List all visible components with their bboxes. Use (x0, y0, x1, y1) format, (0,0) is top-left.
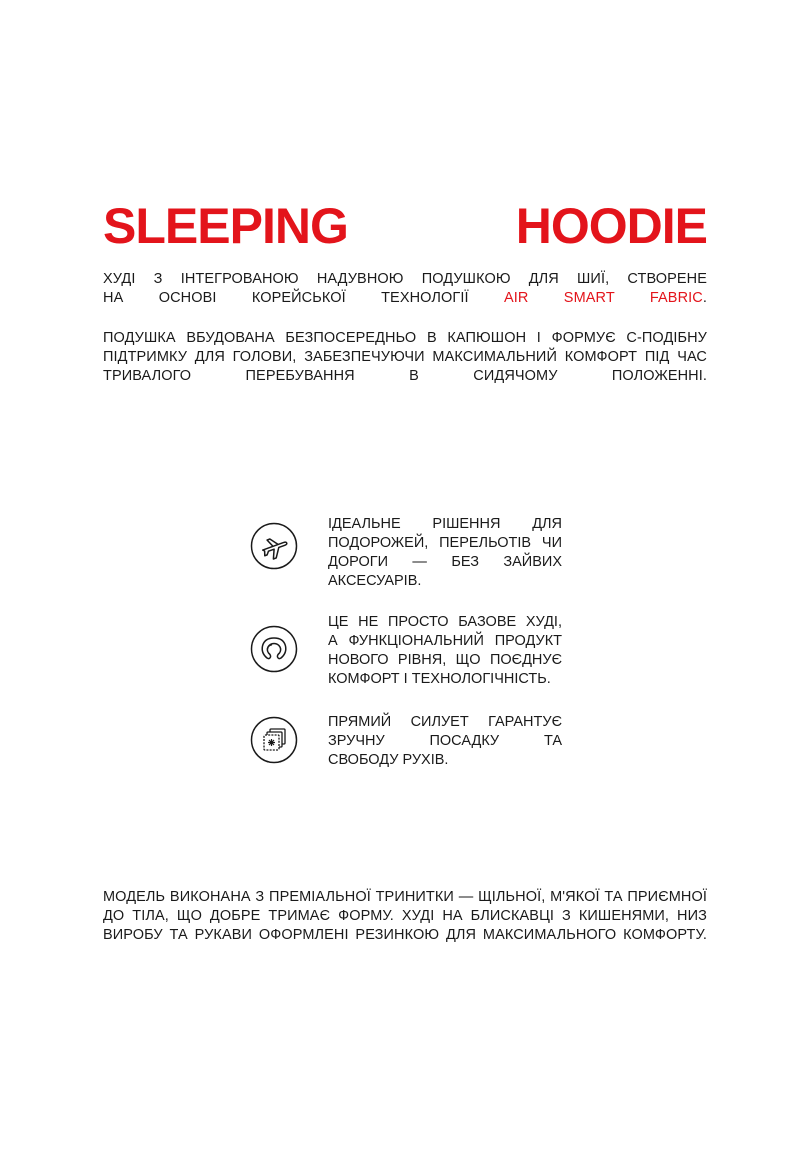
feature-line: СВОБОДУ РУХІВ. (328, 752, 449, 768)
intro-line-2-prefix: НА ОСНОВІ КОРЕЙСЬКОЇ ТЕХНОЛОГІЇ (103, 290, 469, 306)
description-paragraph (103, 329, 707, 386)
feature-line: АКСЕСУАРІВ. (328, 573, 422, 589)
description-line: ПОДУШКА ВБУДОВАНА БЕЗПОСЕРЕДНЬО В КАПЮШОН І ФОРМУЄ С-ПОДІБНУ (103, 330, 707, 346)
material-line: ВИРОБУ ТА РУКАВИ ОФОРМЛЕНІ РЕЗИНКОЮ ДЛЯ МАКСИМАЛЬНОГО КОМФОРТУ. (103, 927, 707, 943)
feature-fit-text (328, 713, 562, 770)
feature-line: КОМФОРТ І ТЕХНОЛОГІЧНІСТЬ. (328, 671, 551, 687)
feature-line: ІДЕАЛЬНЕ РІШЕННЯ ДЛЯ (328, 516, 562, 532)
feature-travel (250, 515, 562, 595)
feature-functional (250, 613, 562, 693)
feature-line: ПРЯМИЙ СИЛУЕТ ГАРАНТУЄ (328, 714, 562, 730)
airplane-icon (250, 522, 298, 570)
material-paragraph (103, 888, 707, 945)
neck-pillow-icon (250, 625, 298, 673)
feature-travel-text (328, 515, 562, 591)
feature-line: ЦЕ НЕ ПРОСТО БАЗОВЕ ХУДІ, (328, 614, 562, 630)
description-line: ПІДТРИМКУ ДЛЯ ГОЛОВИ, ЗАБЕЗПЕЧУЮЧИ МАКСИМАЛЬНИЙ КОМФОРТ ПІД ЧАС (103, 349, 707, 365)
intro-paragraph (103, 270, 707, 308)
material-line: МОДЕЛЬ ВИКОНАНА З ПРЕМІАЛЬНОЇ ТРИНИТКИ — ЩІЛЬНОЇ, М'ЯКОЇ ТА ПРИЄМНОЇ (103, 889, 707, 905)
title-word-sleeping: SLEEPING (103, 198, 348, 254)
feature-fit (250, 713, 562, 773)
material-line: ДО ТІЛА, ЩО ДОБРЕ ТРИМАЄ ФОРМУ. ХУДІ НА БЛИСКАВЦІ З КИШЕНЯМИ, НИЗ (103, 908, 707, 924)
feature-line: ПОДОРОЖЕЙ, ПЕРЕЛЬОТІВ ЧИ (328, 535, 562, 551)
feature-line: А ФУНКЦІОНАЛЬНИЙ ПРОДУКТ (328, 633, 562, 649)
description-line: ТРИВАЛОГО ПЕРЕБУВАННЯ В СИДЯЧОМУ ПОЛОЖЕННІ. (103, 368, 707, 384)
fabric-layers-icon (250, 716, 298, 764)
feature-line: НОВОГО РІВНЯ, ЩО ПОЄДНУЄ (328, 652, 562, 668)
feature-line: ЗРУЧНУ ПОСАДКУ ТА (328, 733, 562, 749)
feature-line: ДОРОГИ — БЕЗ ЗАЙВИХ (328, 554, 562, 570)
feature-functional-text (328, 613, 562, 689)
intro-line-2 (103, 289, 707, 308)
title-word-hoodie: HOODIE (515, 198, 707, 254)
page-title (103, 196, 707, 256)
intro-line-2-suffix: . (702, 290, 707, 306)
technology-name: AIR SMART FABRIC (503, 290, 703, 306)
intro-line-1: ХУДІ З ІНТЕГРОВАНОЮ НАДУВНОЮ ПОДУШКОЮ ДЛЯ ШИЇ, СТВОРЕНЕ (103, 271, 707, 287)
